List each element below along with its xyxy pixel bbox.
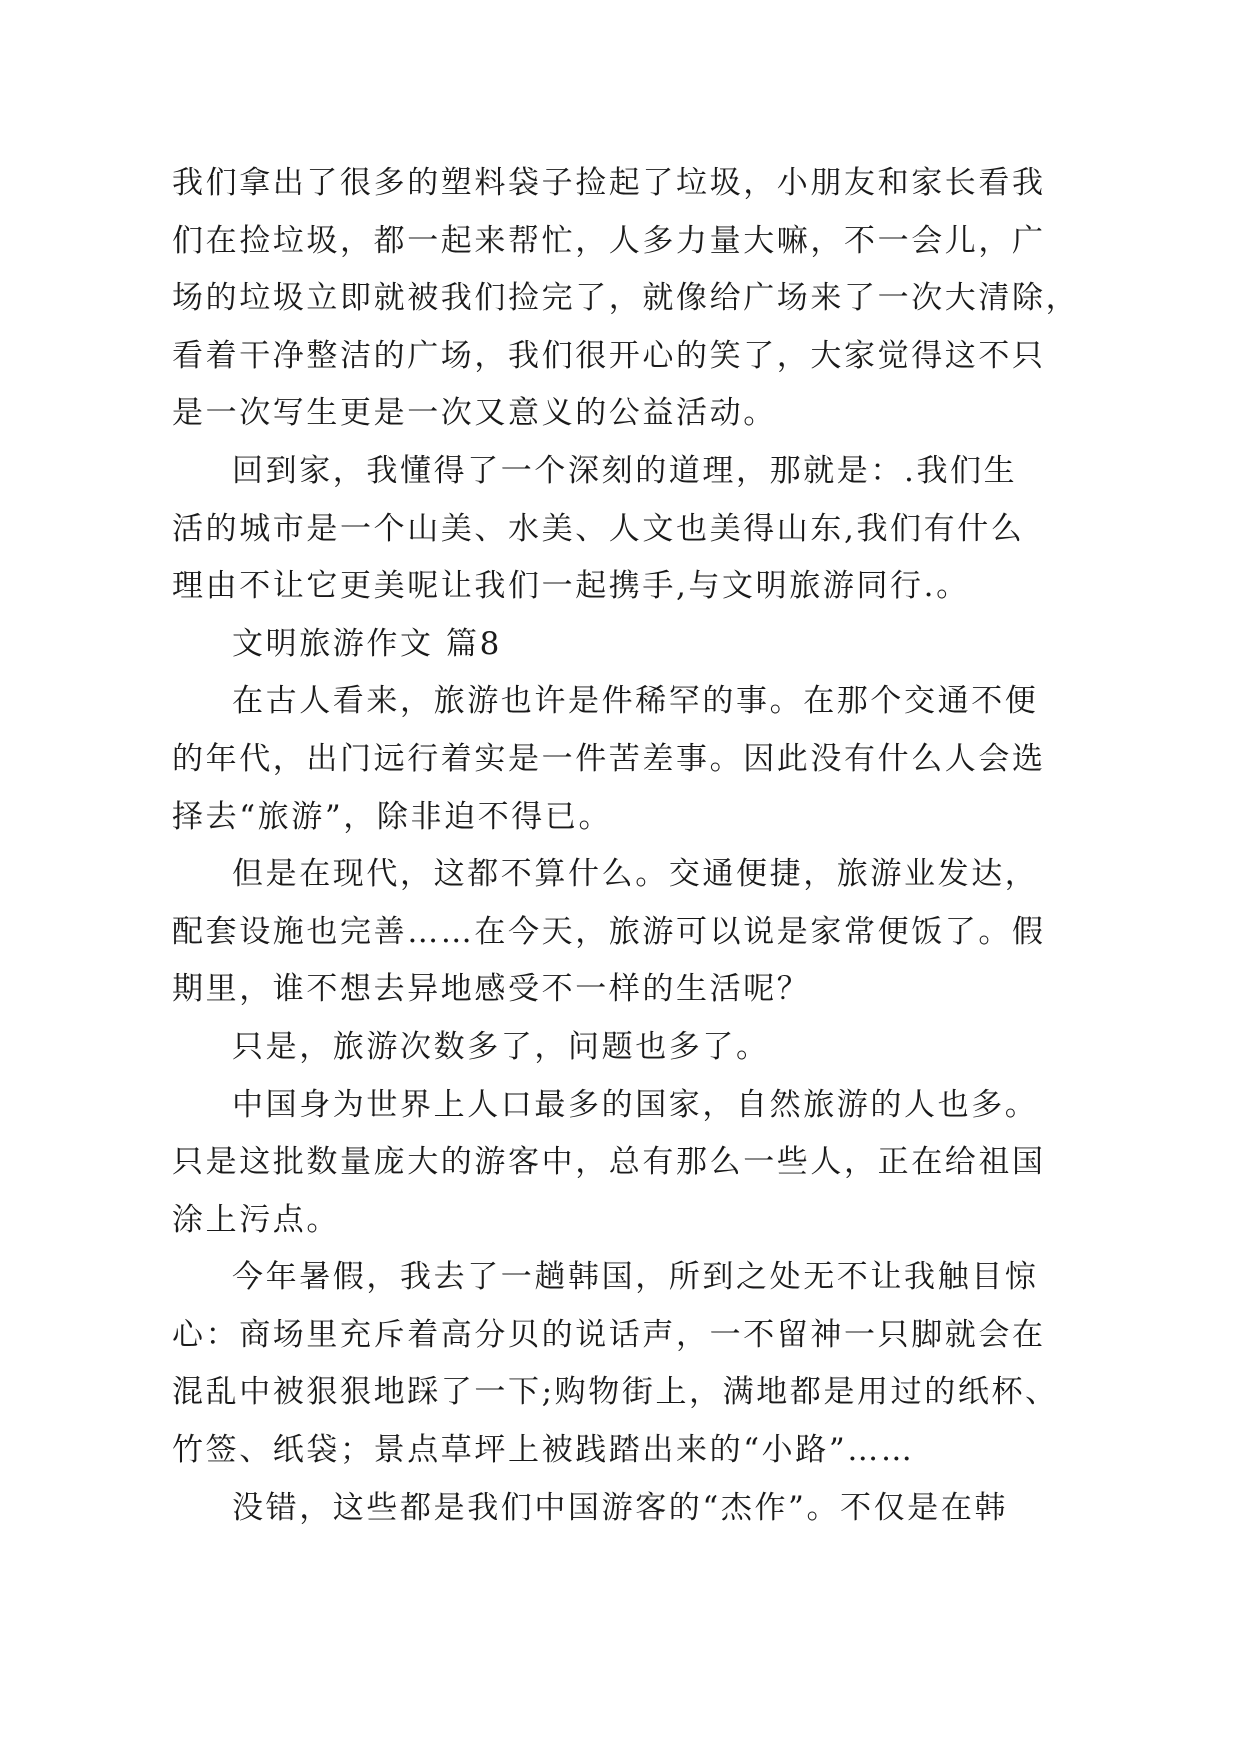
paragraph bbox=[172, 1480, 1132, 1538]
document-page bbox=[172, 155, 1132, 1537]
paragraph-line: 我们拿出了很多的塑料袋子捡起了垃圾，小朋友和家长看我 bbox=[172, 165, 1046, 201]
paragraph-line: 在古人看来，旅游也许是件稀罕的事。在那个交通不便 bbox=[232, 683, 1039, 720]
paragraph-line: 择去“旅游”，除非迫不得已。 bbox=[172, 798, 613, 835]
paragraph-line: 涂上污点。 bbox=[172, 1201, 340, 1238]
paragraph-line: 心：商场里充斥着高分贝的说话声，一不留神一只脚就会在 bbox=[172, 1316, 1046, 1353]
paragraph-line: 混乱中被狠狠地踩了一下;购物街上，满地都是用过的纸杯、 bbox=[172, 1374, 1059, 1411]
paragraph-line: 但是在现代，这都不算什么。交通便捷，旅游业发达， bbox=[232, 856, 1039, 893]
paragraph-line: 没错，这些都是我们中国游客的“杰作”。不仅是在韩 bbox=[232, 1489, 1009, 1526]
paragraph bbox=[172, 673, 1132, 846]
paragraph-line: 的年代，出门远行着实是一件苦差事。因此没有什么人会选 bbox=[172, 740, 1046, 777]
paragraph-line: 中国身为世界上人口最多的国家，自然旅游的人也多。 bbox=[232, 1086, 1039, 1123]
paragraph bbox=[172, 155, 1132, 443]
paragraph bbox=[172, 1249, 1132, 1479]
paragraph-line: 们在捡垃圾，都一起来帮忙，人多力量大嘛，不一会儿，广 bbox=[172, 222, 1046, 259]
paragraph bbox=[172, 1019, 1132, 1077]
paragraph-line: 今年暑假，我去了一趟韩国，所到之处无不让我触目惊 bbox=[232, 1259, 1039, 1296]
paragraph-line: 回到家，我懂得了一个深刻的道理，那就是：.我们生 bbox=[232, 452, 1018, 489]
paragraph-line: 配套设施也完善……在今天，旅游可以说是家常便饭了。假 bbox=[172, 913, 1046, 950]
paragraph-line: 是一次写生更是一次又意义的公益活动。 bbox=[172, 395, 777, 432]
paragraph bbox=[172, 846, 1132, 1019]
paragraph-line: 只是这批数量庞大的游客中，总有那么一些人，正在给祖国 bbox=[172, 1144, 1046, 1181]
paragraph-line: 活的城市是一个山美、水美、人文也美得山东,我们有什么 bbox=[172, 510, 1025, 547]
paragraph-line: 场的垃圾立即就被我们捡完了，就像给广场来了一次大清除， bbox=[172, 280, 1080, 317]
paragraph-line: 理由不让它更美呢让我们一起携手,与文明旅游同行.。 bbox=[172, 568, 970, 605]
paragraph-line: 只是，旅游次数多了，问题也多了。 bbox=[232, 1028, 770, 1065]
paragraph-line: 期里，谁不想去异地感受不一样的生活呢？ bbox=[172, 971, 811, 1008]
section-title: 文明旅游作文 篇8 bbox=[232, 625, 502, 662]
paragraph bbox=[172, 443, 1132, 616]
paragraph bbox=[172, 1077, 1132, 1250]
paragraph-line: 看着干净整洁的广场，我们很开心的笑了，大家觉得这不只 bbox=[172, 337, 1046, 374]
paragraph-line: 竹签、纸袋；景点草坪上被践踏出来的“小路”…… bbox=[172, 1432, 915, 1469]
